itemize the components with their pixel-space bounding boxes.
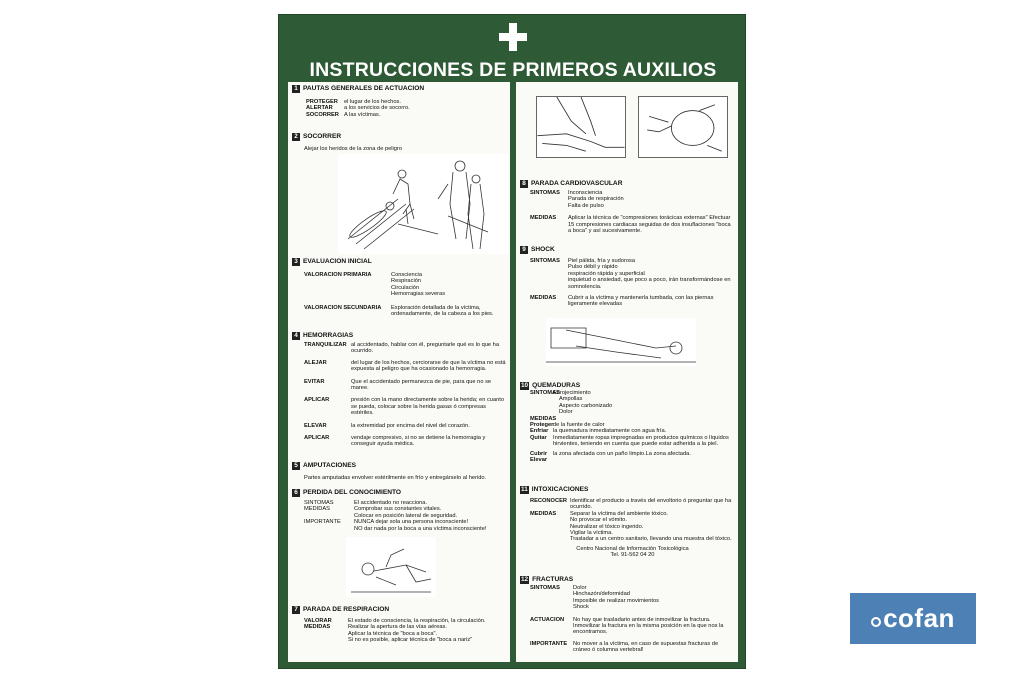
section-10: 10 QUEMADURAS SINTOMAS Enrojecimiento Ampollas Aspecto carbonizado Dolor MEDIDAS Proteger de la fuente de calor Enfriar la quemadura inmediatamente con agua fría. Quitar Inmediatamente ropas impregnadas en productos químicos o líquidos hirvientes, teniendo en cuenta que puede estar adherida a la piel. Cubrir la zona afectada con un paño limpio.La zona afectada. Elevar [521,382,729,464]
rescue-illustration [338,154,508,254]
section-4: 4 HEMORRAGIAS TRANQUILIZAR al accidentado, hablar con él, preguntarle qué es lo que ha ocurrido. ALEJAR del lugar de los hechos, cerciorarse de que la víctima no está expuesta al peligro que ha ocasionado la hemorragia. EVITAR Que el accidentado permanezca de pie, para que no se maree. APLICAR presión con la mano directamente sobre la herida; en cuanto se pueda, colocar sobre la herida gasas ó compresas estériles. ELEVAR la extremidad por encima del nivel del corazón. APLICAR vendaje compresivo, si no se detiene la hemorragia y conseguir ayuda médica. [292,332,507,448]
list-item: ALERTAR a los servicios de socorro. [306,105,410,112]
list-item: ELEVAR la extremidad por encima del nivel del corazón. [304,422,470,429]
section-title: PAUTAS GENERALES DE ACTUACION [303,85,425,92]
cofan-logo [850,593,976,644]
section-1 [292,85,507,118]
section-8: 8 PARADA CARDIOVASCULAR SINTOMAS Inconsciencia Parada de respiración Falta de pulso MEDIDAS Aplicar la técnica de "compresiones torácicas externas" Efectuar 15 compresiones cardiacas seguidas de dos insuflaciones "boca a boca" y así sucesivamente. [520,180,735,234]
logo-dot-icon [871,617,881,627]
list-item: APLICAR vendaje compresivo, si no se detiene la hemorragia y conseguir ayuda médica. [304,435,486,448]
first-aid-cross-icon [499,23,527,51]
section-6: 6 PERDIDA DEL CONOCIMIENTO SINTOMAS El accidentado no reacciona. MEDIDAS Comprobar sus constantes vitales. Colocar en posición lateral de seguridad. IMPORTANTE NUNCA dejar sola una persona inconsciente! NO dar nada por la boca a una víctima inconsciente! [292,489,507,532]
left-column [288,82,510,662]
list-item: PROTEGER el lugar de los hechos. [306,99,401,105]
shock-position-illustration [546,318,696,366]
list-item: APLICAR presión con la mano directamente sobre la herida; en cuanto se pueda, colocar sobre la herida gasas ó compresas estériles. [304,397,505,417]
section-text: Alejar los heridos de la zona de peligro [304,146,403,152]
right-column [516,82,738,662]
section-12: 12 FRACTURAS SINTOMAS Dolor Hinchazón/deformidad Imposible de realizar movimientos Shock ACTUACION No hay que trasladario antes de inmovilizar la fractura. Inmovilizar la fractura en la misma posición en la que nos la encontramos. IMPORTANTE No mover a la víctima, en caso de supuestas fracturas de cráneo ó columna vertebral! [521,576,724,654]
list-item: ALEJAR del lugar de los hechos, cerciorarse de que la víctima no está expuesta al peligro que ha ocasionado la hemorragia. [304,359,506,373]
section-2: 2 SOCORRER Alejar los heridos de la zona de peligro [292,133,507,152]
section-3: 3 EVALUACION INICIAL VALORACION PRIMARIA Consciencia Respiración Circulación Hemorragias severas VALORACION SECUNDARIA Exploración detallada de la víctima, ordenadamente, de la cabeza a los pies. [292,258,507,317]
section-5: 5 AMPUTACIONES Partes amputadas envolver estérilmente en frío y entregárselo al herido. [292,462,507,481]
logo-text: cofan [883,603,955,633]
first-aid-poster [278,14,746,669]
section-number: 1 [292,85,300,93]
cpr-compression-illustration [536,96,626,158]
section-9: 9 SHOCK SINTOMAS Piel pálida, fría y sudorosa Pulso débil y rápido respiración rápida y superficial inquietud o ansiedad, que poco a poco, irán transformándose en somnolencia. MEDIDAS Cubrir a la víctima y mantenerla tumbada, con las piernas ligeramente elevadas [520,246,735,308]
section-7: 7 PARADA DE RESPIRACION VALORAR El estado de consciencia, la respiración, la circulación. MEDIDAS Realizar la apertura de las vías aéreas. Aplicar la técnica de "boca a boca". Si no es posible, aplicar técnica de "boca a nariz" [292,606,507,644]
toxicology-center: Centro Nacional de Información Toxicológica [576,545,689,552]
toxicology-phone: Tel. 91-562 04 20 [610,552,655,559]
recovery-position-illustration [346,537,436,597]
poster-title: INSTRUCCIONES DE PRIMEROS AUXILIOS [309,59,717,81]
list-item: EVITAR Que el accidentado permanezca de pie, para que no se maree. [304,378,492,392]
list-item: SOCORRER A las víctimas. [306,111,381,118]
section-11: 11 INTOXICACIONES RECONOCER Identificar el producto a través del envoltorio ó preguntar que ha ocurrido. MEDIDAS Separar la víctima del ambiente tóxico. No provocar el vómito. Neutralizar el tóxico ingerido. Vigilar la víctima. Trasladar a un centro sanitario, llevando una muestra del tóxico. Centro Nacional de Información Toxicológica Tel. 91-562 04 20 [520,486,735,559]
airway-opening-illustration [638,96,728,158]
list-item: TRANQUILIZAR al accidentado, hablar con él, preguntarle qué es lo que ha ocurrido. [304,342,499,355]
